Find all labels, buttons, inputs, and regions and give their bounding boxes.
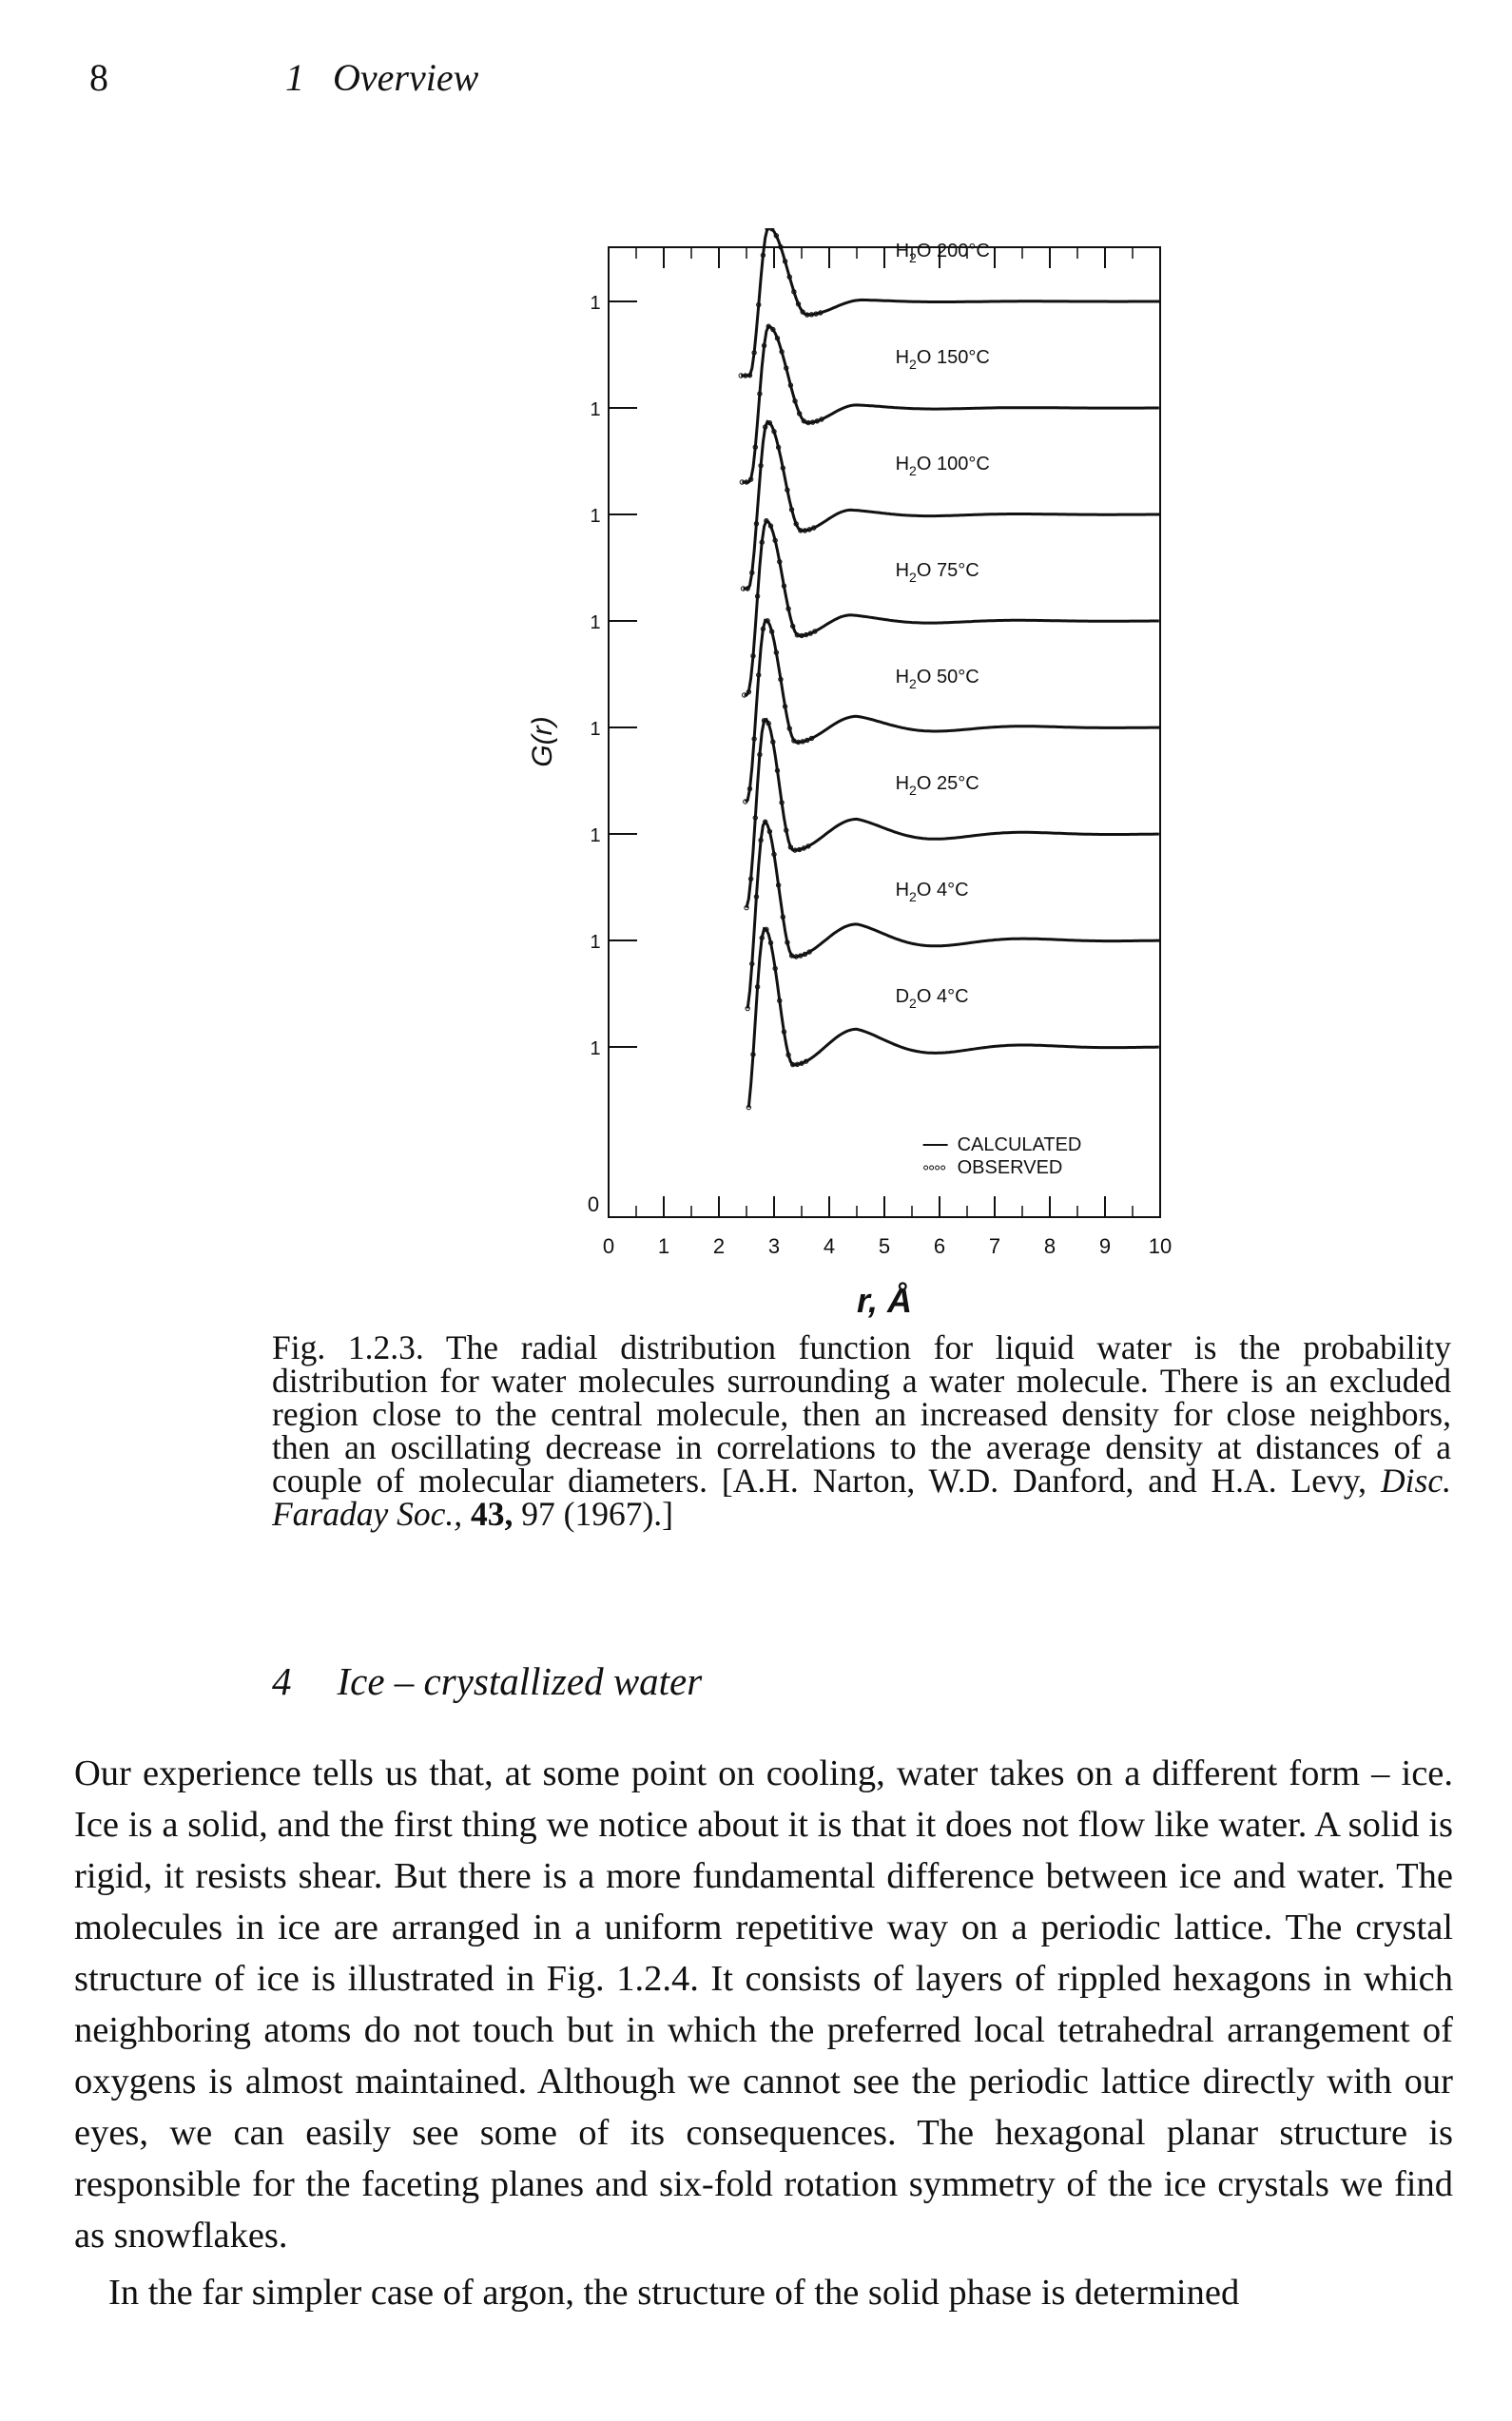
body-text xyxy=(74,1748,1453,2318)
offset-bracket xyxy=(609,940,637,1015)
x-tick-label: 10 xyxy=(1148,1234,1173,1258)
x-tick-label: 5 xyxy=(878,1234,891,1258)
series-label: $H_2O$ 200°C xyxy=(895,241,990,266)
offset-bracket xyxy=(609,301,637,376)
offset-tick-label: 1 xyxy=(590,932,601,953)
legend-label: CALCULATED xyxy=(957,1134,1082,1155)
series-group xyxy=(609,927,1159,1121)
series-label: $H_2O$ 75°C xyxy=(895,560,979,586)
offset-bracket xyxy=(609,834,637,908)
page-number: 8 xyxy=(89,56,108,99)
paragraph: In the far simpler case of argon, the structure of the solid phase is determined xyxy=(108,2273,1240,2313)
plot-frame xyxy=(609,247,1160,1217)
figure-caption xyxy=(272,1328,1452,1533)
caption-journal: Disc. Faraday Soc., xyxy=(272,1462,1451,1533)
caption-text: The radial distribution function for liquid water is the probability distribution for water molecules surrounding a water molecule. There is an excluded region close to the central molecule, then an increased density for close neighbors, then an oscillating decrease in correlations to the average density at distances of a couple of molecular diameters. [A.H. Narton, W.D. Danford, and H.A. Levy, xyxy=(272,1328,1452,1500)
offset-tick-label: 1 xyxy=(590,1038,601,1059)
y-origin-label: 0 xyxy=(587,1192,600,1216)
series-label: $H_2O$ 150°C xyxy=(895,347,990,373)
y-axis-label: G(r) xyxy=(527,716,558,767)
running-header xyxy=(0,55,1512,112)
section-title: Ice – crystallized water xyxy=(337,1659,703,1703)
section-heading xyxy=(272,1658,702,1704)
x-tick-label: 2 xyxy=(712,1234,726,1258)
caption-label: Fig. 1.2.3. xyxy=(272,1328,424,1366)
rdf-chart xyxy=(504,228,1189,1331)
chapter-title-text: Overview xyxy=(333,56,479,99)
series-line-calculated xyxy=(748,929,1159,1108)
offset-bracket xyxy=(609,408,637,482)
offset-tick-label: 1 xyxy=(590,825,601,846)
caption-volume: 43, xyxy=(471,1495,514,1533)
x-tick-label: 7 xyxy=(988,1234,1001,1258)
x-tick-label: 0 xyxy=(602,1234,615,1258)
chapter-number: 1 xyxy=(285,56,304,99)
offset-tick-label: 1 xyxy=(590,293,601,314)
series-group xyxy=(609,420,1160,591)
x-tick-label: 3 xyxy=(767,1234,781,1258)
offset-bracket xyxy=(609,1047,637,1121)
offset-tick-label: 1 xyxy=(590,399,601,420)
x-tick-label: 1 xyxy=(657,1234,670,1258)
figure-rdf-water xyxy=(504,228,1189,1331)
series-label: $D_2O$ 4°C xyxy=(895,986,969,1012)
section-number: 4 xyxy=(272,1659,292,1703)
x-tick-label: 4 xyxy=(823,1234,836,1258)
offset-bracket xyxy=(609,621,637,695)
series-group xyxy=(609,519,1159,698)
caption-tail: 97 (1967).] xyxy=(521,1495,673,1533)
series-label: $H_2O$ 4°C xyxy=(895,880,969,905)
series-label: $H_2O$ 100°C xyxy=(895,454,990,479)
offset-tick-label: 1 xyxy=(590,612,601,633)
series-label: $H_2O$ 50°C xyxy=(895,667,979,692)
offset-tick-label: 1 xyxy=(590,719,601,740)
x-axis-label: r, Å xyxy=(856,1281,913,1320)
offset-bracket xyxy=(609,727,637,802)
x-tick-label: 6 xyxy=(933,1234,946,1258)
legend-dots-observed xyxy=(936,1166,940,1170)
legend-dots-observed xyxy=(930,1166,934,1170)
legend-dots-observed xyxy=(941,1166,945,1170)
offset-bracket xyxy=(609,514,637,589)
series-line-calculated xyxy=(747,822,1160,1008)
legend-dots-observed xyxy=(924,1166,928,1170)
paragraph: Our experience tells us that, at some point on cooling, water takes on a different form – ice. Ice is a solid, and the first thing we notice about it is that it does not flow like water. A solid is rigid, it resists shear. But there is a more fundamental difference between ice and water. The molecules in ice are arranged in a uniform repetitive way on a periodic lattice. The crystal structure of ice is illustrated in Fig. 1.2.4. It consists of layers of rippled hexagons in which neighboring atoms do not touch but in which the preferred local tetrahedral arrangement of oxygens is almost maintained. Although we cannot see the periodic lattice directly with our eyes, we can easily see some of its consequences. The hexagonal planar structure is responsible for the faceting planes and six-fold rotation symmetry of the ice crystals we find as snowflakes. xyxy=(74,1753,1453,2256)
series-group xyxy=(609,820,1160,1015)
chapter-title xyxy=(285,55,478,100)
offset-tick-label: 1 xyxy=(590,506,601,527)
series-group xyxy=(609,324,1159,484)
series-label: $H_2O$ 25°C xyxy=(895,773,979,799)
x-tick-label: 8 xyxy=(1043,1234,1056,1258)
series-group xyxy=(609,718,1159,909)
legend-label: OBSERVED xyxy=(957,1157,1063,1178)
x-tick-label: 9 xyxy=(1098,1234,1112,1258)
series-group xyxy=(609,619,1160,804)
